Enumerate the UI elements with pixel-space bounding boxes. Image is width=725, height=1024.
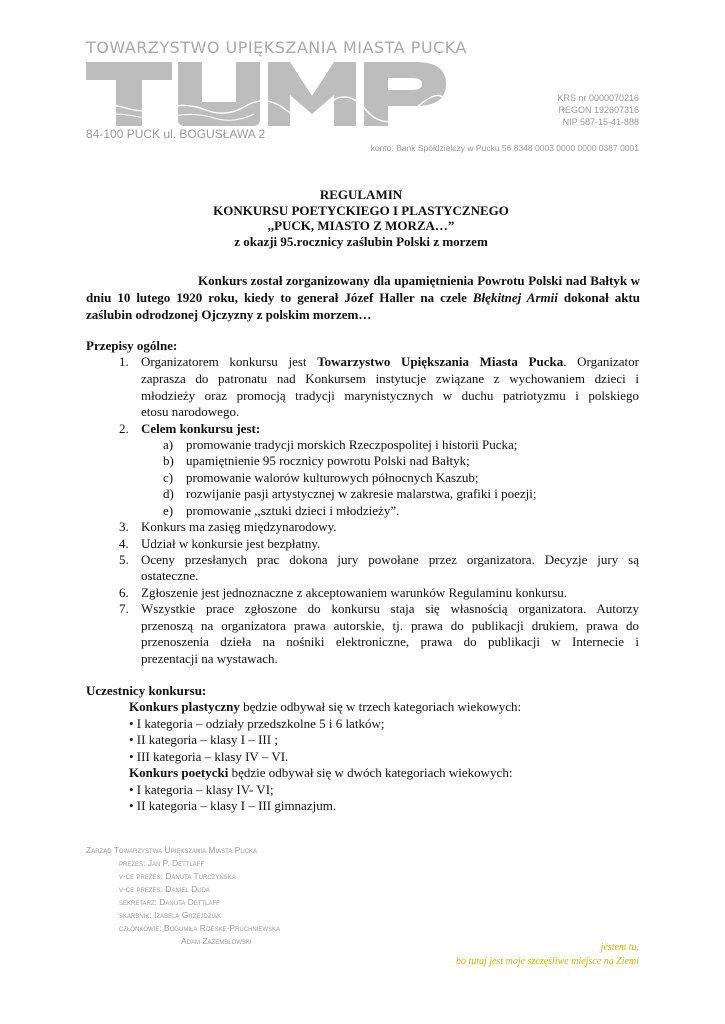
board-title: Zarząd Towarzystwa Upiększania Miasta Pucka — [86, 845, 258, 855]
title-line-4: z okazji 95.rocznicy zaślubin Polski z morzem — [234, 233, 488, 249]
board-member: członkowie: Bogumiła Roeske-Pruchniewska — [119, 923, 281, 933]
krs-number: KRS nr 0000070216 — [557, 93, 639, 103]
item-3-text: Konkurs ma zasięg międzynarodowy. — [141, 519, 337, 534]
item-3-number: 3. — [119, 519, 129, 534]
item-2-number: 2. — [119, 421, 129, 436]
board-member: skarbnik: Izabela Grzejdziak — [119, 910, 222, 920]
regon-number: REGON 192607316 — [558, 105, 639, 115]
sub-item-letter: c) — [163, 470, 174, 485]
art-category: • III kategoria – klasy IV – VI. — [129, 749, 289, 764]
board-member: sekretarz: Danuta Dettlaff — [119, 897, 220, 907]
poetry-category: • I kategoria – klasy IV- VI; — [129, 782, 274, 797]
art-category: • II kategoria – klasy I – III ; — [129, 732, 278, 747]
org-address: 84-100 PUCK ul. BOGUSŁAWA 2 — [86, 127, 266, 141]
sub-item-text: promowanie ,,sztuki dzieci i młodzieży”. — [186, 503, 400, 518]
participants-heading: Uczestnicy konkursu: — [86, 683, 207, 698]
poetry-contest-intro: Konkurs poetycki będzie odbywał się w dwóch kategoriach wiekowych: — [129, 765, 513, 780]
item-1-number: 1. — [119, 354, 129, 369]
board-member: v-ce prezes: Daniel Duda — [119, 884, 210, 894]
motto-line-2: bo tutaj jest moje szczęśliwe miejsce na Ziemi — [455, 956, 639, 967]
item-7-line-2: przenoszą na organizatora prawa autorskie, tj. prawa do publikacji drukiem, prawa do — [141, 618, 639, 633]
item-5-line-2: ostateczne. — [141, 568, 199, 583]
intro-italic: Błękitnej Armii — [472, 290, 558, 305]
sub-item-text: upamiętnienie 95 rocznicy powrotu Polski nad Bałtyk; — [186, 453, 470, 468]
board-member: prezes: Jan P. Dettlaff — [119, 858, 205, 868]
item-7-line-3: przenoszenia dzieła na nośniki elektroniczne, prawa do publikacji w Internecie i — [141, 634, 639, 649]
sub-item-text: rozwijanie pasji artystycznej w zakresie malarstwa, grafiki i poezji; — [186, 486, 537, 501]
item-7-line-1: Wszystkie prace zgłoszone do konkursu staja się własnością organizatora. Autorzy — [141, 601, 639, 616]
title-line-1: REGULAMIN — [319, 187, 403, 202]
item-6-number: 6. — [119, 585, 129, 600]
item-2-label: Celem konkursu jest: — [141, 421, 261, 436]
art-category: • I kategoria – odziały przedszkolne 5 i 6 latków; — [129, 716, 385, 731]
sub-item-text: promowanie walorów kulturowych północnych Kaszub; — [186, 470, 479, 485]
item-7-line-4: prezentacji na wystawach. — [141, 651, 278, 666]
item-1-line-3: młodzieży oraz promocją tradycji marynistycznych w duchu patriotyzmu i polskiego — [141, 388, 639, 403]
intro-text-2: dokonał aktu zaślubin odrodzonej Ojczyzny z polskim morzem… — [86, 290, 640, 322]
item-4-number: 4. — [119, 536, 129, 551]
motto-line-1: jestem tu, — [600, 942, 639, 953]
motto — [456, 941, 639, 969]
item-6-text: Zgłoszenie jest jednoznaczne z akceptowaniem warunków Regulaminu konkursu. — [141, 585, 567, 600]
org-name: TOWARZYSTWO UPIĘKSZANIA MIASTA PUCKA — [86, 38, 467, 57]
general-heading: Przepisy ogólne: — [86, 338, 178, 353]
item-1-line-1: Organizatorem konkursu jest Towarzystwo Upiększania Miasta Pucka. Organizator — [141, 354, 639, 369]
intro-text-1: Konkurs został zorganizowany dla upamiętnienia Powrotu Polski nad Bałtyk w dniu 10 lutego 1920 roku, kiedy to generał Józef Haller na czele — [86, 273, 640, 305]
bank-account: konto: Bank Spółdzielczy w Pucku 56 8348 0003 0000 0000 0387 0001 — [370, 143, 639, 153]
sub-item-letter: d) — [163, 486, 174, 501]
item-1-line-4: etosu narodowego. — [141, 404, 240, 419]
art-contest-intro: Konkurs plastyczny będzie odbywał się w trzech kategoriach wiekowych: — [129, 699, 522, 714]
nip-number: NIP 587-15-41-888 — [562, 117, 639, 127]
item-5-line-1: Oceny przesłanych prac dokona jury powołane przez organizatora. Decyzje jury są — [141, 552, 639, 567]
sub-item-letter: b) — [163, 453, 174, 468]
title-line-2: KONKURSU POETYCKIEGO I PLASTYCZNEGO — [213, 202, 509, 218]
board-member: Adam Zażembłowski — [181, 936, 252, 946]
sub-item-letter: e) — [163, 503, 174, 518]
item-5-number: 5. — [119, 552, 129, 567]
sub-item-letter: a) — [163, 437, 174, 452]
item-7-number: 7. — [119, 601, 129, 616]
board-list — [86, 844, 280, 948]
item-1-line-2: zaprasza do patronatu nad Konkursem instytucje związane z wychowaniem dzieci i — [141, 371, 639, 386]
item-4-text: Udział w konkursie jest bezpłatny. — [141, 536, 321, 551]
board-member: v-ce prezes: Danuta Turczyńska — [119, 871, 236, 881]
poetry-category: • II kategoria – klasy I – III gimnazjum. — [129, 798, 337, 813]
title-line-3: ,,PUCK, MIASTO Z MORZA…” — [267, 218, 455, 233]
sub-item-text: promowanie tradycji morskich Rzeczpospolitej i historii Pucka; — [186, 437, 518, 452]
